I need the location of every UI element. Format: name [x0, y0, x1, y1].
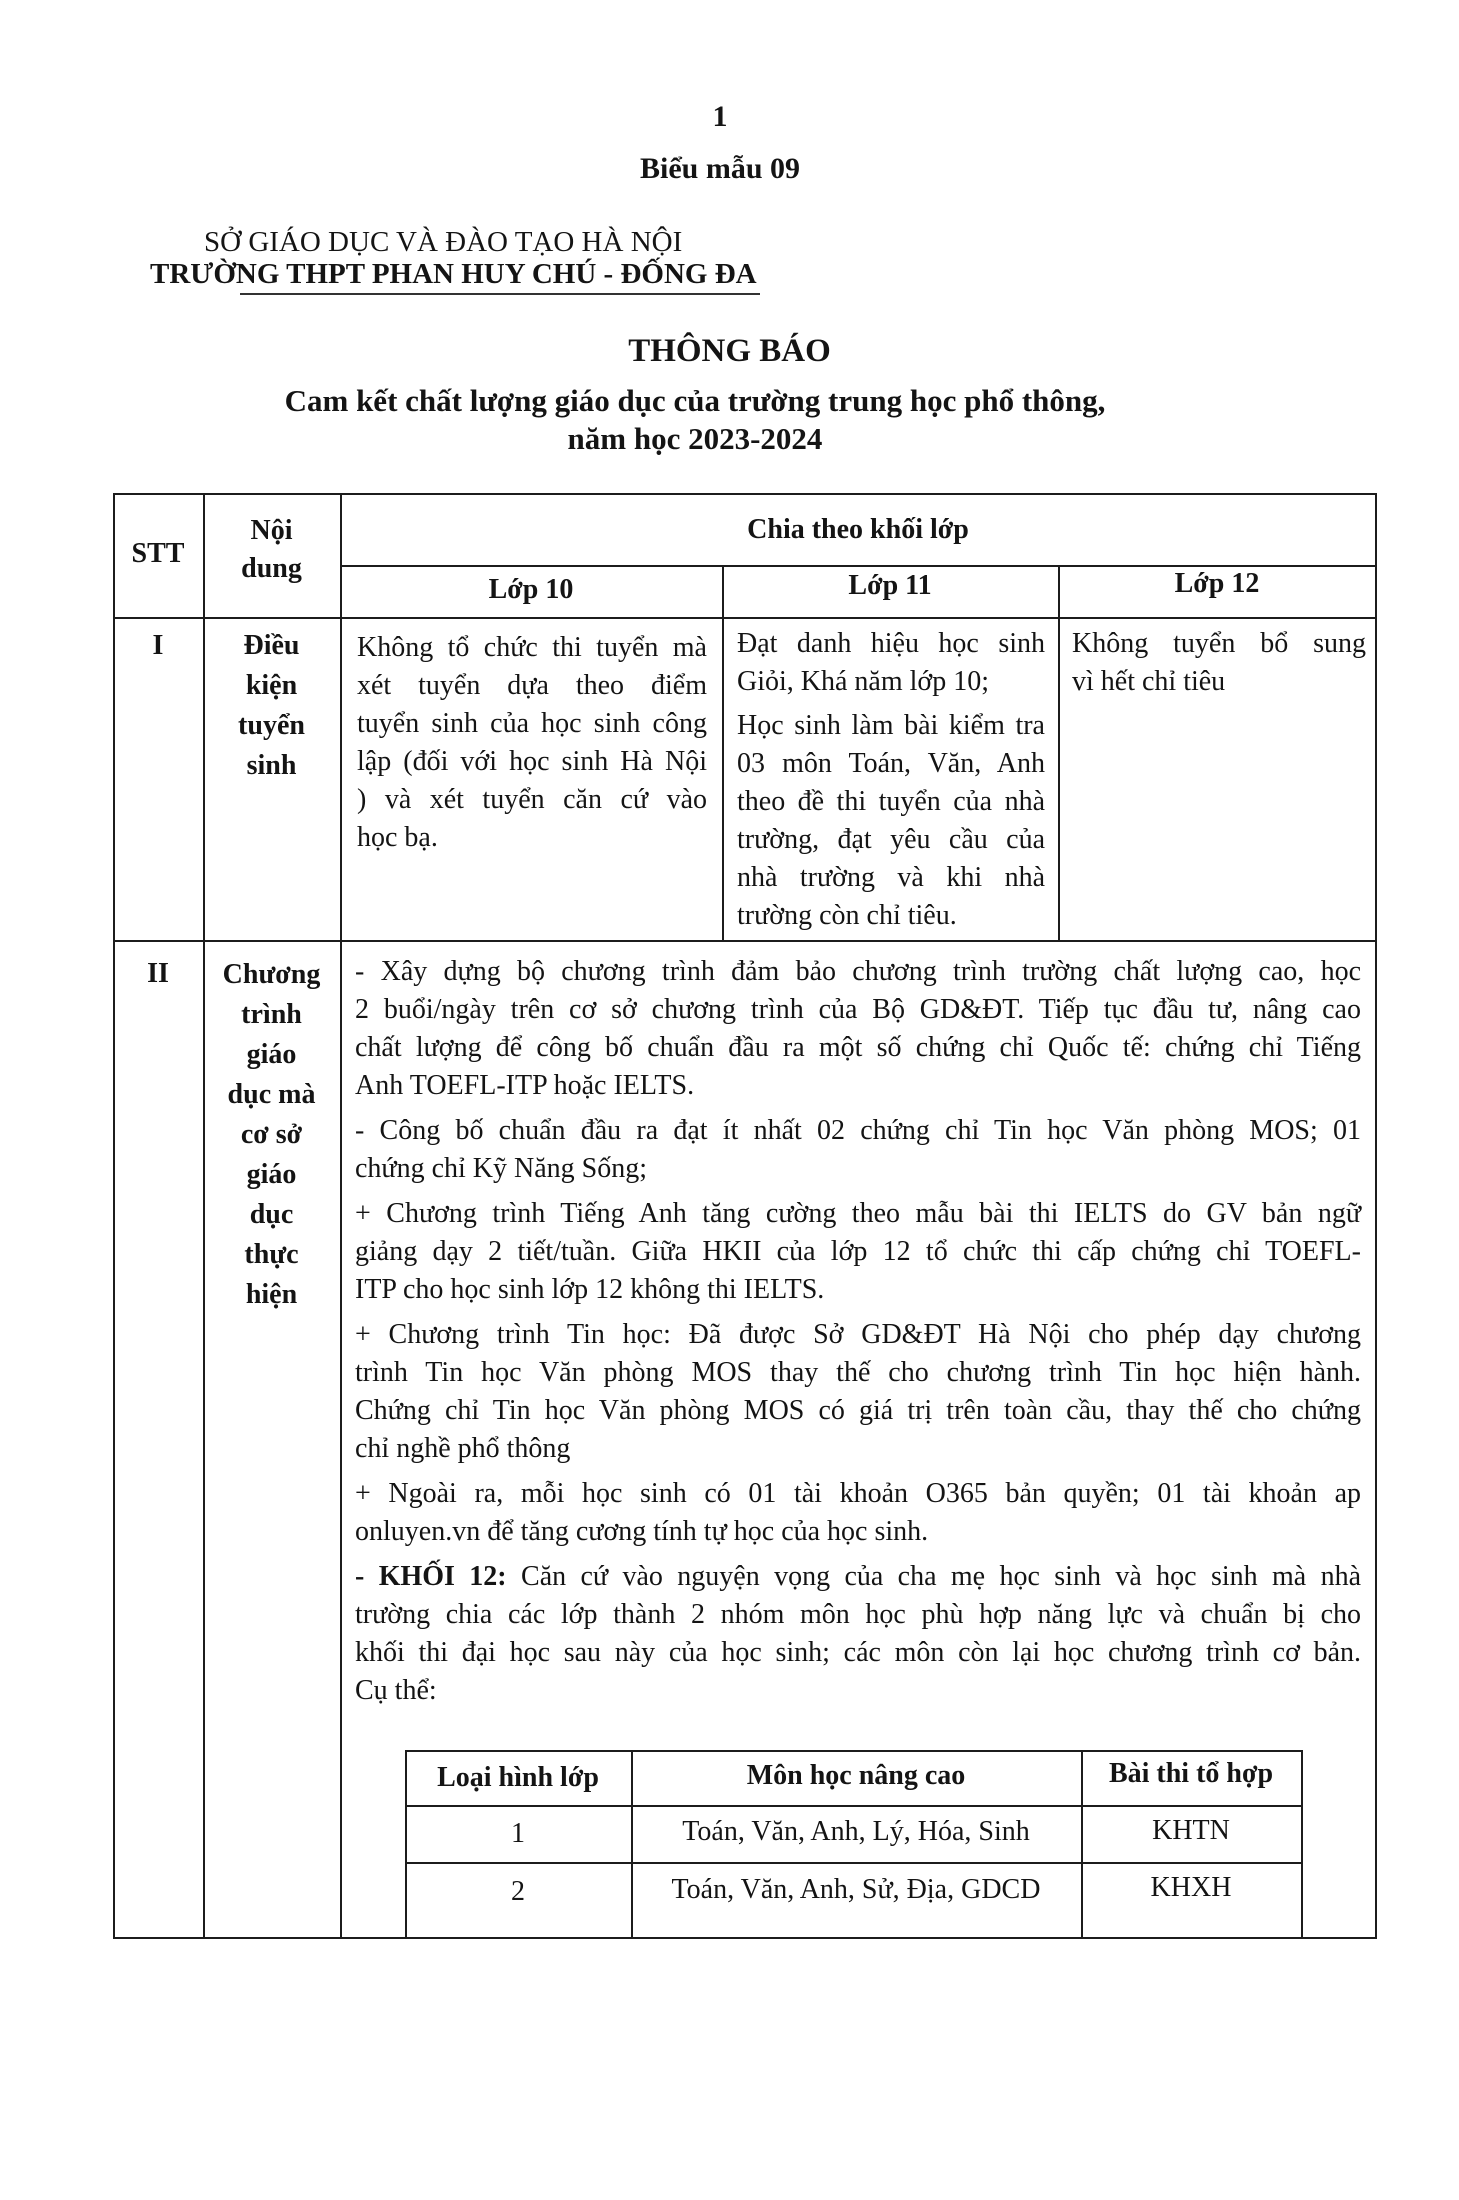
table-border-top: [113, 493, 1377, 495]
school-year: năm học 2023-2024: [567, 421, 823, 456]
text-line: xét tuyển dựa theo điểm: [357, 670, 707, 701]
header-bottom-border: [113, 617, 1377, 619]
subtable-row-divider: [405, 1862, 1303, 1864]
row-label-line: cơ sở: [240, 1119, 303, 1150]
row-number: I: [152, 630, 164, 661]
subtable-border-top: [405, 1750, 1303, 1752]
text-line: nhà trường và khi nhà: [737, 862, 1045, 893]
row-label-line: dục mà: [227, 1079, 316, 1110]
row-label-line: giáo: [246, 1039, 297, 1070]
text-line: ITP cho học sinh lớp 12 không thi IELTS.: [355, 1274, 825, 1305]
row-label: [203, 955, 340, 1315]
subtable-cell-class-type: 2: [511, 1876, 525, 1907]
subtable-header-combined-exam: Bài thi tổ hợp: [1108, 1758, 1274, 1789]
grade12-first-line: Căn cứ vào nguyện vọng của cha mẹ học sinh và học sinh mà nhà: [506, 1561, 1362, 1592]
row-label-line: giáo: [246, 1159, 297, 1190]
text-line: trường còn chỉ tiêu.: [737, 900, 957, 931]
text-line: trường, đạt yêu cầu của: [737, 824, 1045, 855]
text-line: + Ngoài ra, mỗi học sinh có 01 tài khoản O365 bản quyền; 01 tài khoản ap: [355, 1478, 1361, 1509]
table-border-left: [113, 493, 115, 1939]
table-border-right: [1375, 493, 1377, 1939]
row-label: [203, 626, 340, 786]
text-line: - Công bố chuẩn đầu ra đạt ít nhất 02 chứng chỉ Tin học Văn phòng MOS; 01: [355, 1115, 1361, 1146]
subtable-cell-exam: KHXH: [1150, 1872, 1232, 1903]
row-label-line: dục: [249, 1199, 294, 1230]
text-line: chứng chỉ Kỹ Năng Sống;: [355, 1153, 648, 1184]
header-grade-group: Chia theo khối lớp: [747, 514, 969, 545]
paragraph-quality-program: [355, 953, 1361, 1105]
text-line: tuyển sinh của học sinh công: [357, 708, 707, 739]
text-line: Học sinh làm bài kiểm tra: [737, 710, 1045, 741]
text-line: [355, 1558, 1361, 1596]
text-line: Cụ thể:: [355, 1675, 437, 1706]
subtable-border-right: [1301, 1750, 1303, 1938]
text-line: Không tổ chức thi tuyển mà: [357, 632, 707, 663]
row-number: II: [147, 958, 169, 989]
text-line: onluyen.vn để tăng cương tính tự học của học sinh.: [355, 1516, 929, 1547]
header-lop11: Lớp 11: [848, 570, 932, 601]
col-divider-lop10: [722, 565, 724, 941]
subtable-cell-subjects: Toán, Văn, Anh, Lý, Hóa, Sinh: [682, 1816, 1030, 1847]
paragraph-english-program: [355, 1195, 1361, 1309]
subtable-cell-exam: KHTN: [1152, 1815, 1230, 1846]
paragraph-grade12: [355, 1558, 1361, 1710]
subtable-cell-subjects: Toán, Văn, Anh, Sử, Địa, GDCD: [671, 1874, 1041, 1905]
row-label-line: hiện: [245, 1279, 298, 1310]
text-line: Không tuyển bổ sung: [1072, 628, 1366, 659]
text-line: Giỏi, Khá năm lớp 10;: [737, 666, 989, 697]
header-content: [203, 512, 340, 588]
text-line: chỉ nghề phổ thông: [355, 1433, 571, 1464]
text-line: + Chương trình Tiếng Anh tăng cường theo mẫu bài thi IELTS do GV bản ngữ: [355, 1198, 1361, 1229]
row-label-line: Chương: [222, 959, 321, 990]
text-line: trường chia các lớp thành 2 nhóm môn học phù hợp năng lực và chuẩn bị cho: [355, 1599, 1361, 1630]
lop10-admission-text: [357, 629, 707, 857]
document-subtitle: Cam kết chất lượng giáo dục của trường trung học phổ thông,: [284, 383, 1106, 418]
text-line: 03 môn Toán, Văn, Anh: [737, 748, 1045, 779]
text-line: Anh TOEFL-ITP hoặc IELTS.: [355, 1070, 695, 1101]
form-number: Biểu mẫu 09: [639, 152, 801, 185]
program-content: [355, 953, 1361, 1710]
subtable-header-divider: [405, 1805, 1303, 1807]
paragraph-it-program: [355, 1316, 1361, 1468]
subtable-cell-class-type: 1: [511, 1818, 525, 1849]
header-lop10: Lớp 10: [488, 574, 574, 605]
header-content-line: dung: [241, 553, 302, 584]
document-title: THÔNG BÁO: [628, 333, 831, 369]
text-line: học bạ.: [357, 822, 438, 853]
row-label-line: trình: [241, 999, 302, 1030]
text-line: theo đề thi tuyển của nhà: [737, 786, 1045, 817]
row-label-line: sinh: [246, 750, 297, 781]
paragraph-accounts: [355, 1475, 1361, 1551]
header-content-line: Nội: [250, 515, 293, 546]
text-line: giảng dạy 2 tiết/tuần. Giữa HKII của lớp 12 tổ chức thi cấp chứng chỉ TOEFL-: [355, 1236, 1361, 1267]
text-line: chất lượng để công bố chuẩn đầu ra một số chứng chỉ Quốc tế: chứng chỉ Tiếng: [355, 1032, 1361, 1063]
subtable-header-advanced-subjects: Môn học nâng cao: [746, 1760, 966, 1791]
text-line: khối thi đại học sau này của học sinh; các môn còn lại học chương trình cơ bản.: [355, 1637, 1361, 1668]
text-line: Chứng chỉ Tin học Văn phòng MOS có giá trị trên toàn cầu, thay thế cho chứng: [355, 1395, 1361, 1426]
school-name-underline: [240, 293, 760, 295]
text-line: 2 buổi/ngày trên cơ sở chương trình của Bộ GD&ĐT. Tiếp tục đầu tư, nâng cao: [355, 994, 1361, 1025]
school-name: TRƯỜNG THPT PHAN HUY CHÚ - ĐỐNG ĐA: [150, 258, 757, 290]
col-divider-content: [340, 493, 342, 1939]
col-divider-lop11: [1058, 565, 1060, 941]
text-line: trình Tin học Văn phòng MOS thay thế cho chương trình Tin học hiện hành.: [355, 1357, 1361, 1388]
row-divider: [113, 940, 1377, 942]
row-label-line: tuyển: [238, 710, 305, 741]
header-stt: STT: [131, 538, 185, 569]
text-line: - Xây dựng bộ chương trình đảm bảo chương trình trường chất lượng cao, học: [355, 956, 1361, 987]
table-border-bottom: [113, 1937, 1377, 1939]
paragraph-output-standards: [355, 1112, 1361, 1188]
text-line: ) và xét tuyển căn cứ vào: [357, 784, 707, 815]
lop12-admission-text: [1072, 625, 1366, 701]
text-line: Đạt danh hiệu học sinh: [737, 628, 1045, 659]
text-line: + Chương trình Tin học: Đã được Sở GD&ĐT Hà Nội cho phép dạy chương: [355, 1319, 1361, 1350]
text-line: vì hết chỉ tiêu: [1072, 666, 1226, 697]
department-name: SỞ GIÁO DỤC VÀ ĐÀO TẠO HÀ NỘI: [204, 226, 683, 258]
subtable-header-class-type: Loại hình lớp: [437, 1762, 599, 1793]
grade12-prefix: - KHỐI 12:: [355, 1561, 507, 1592]
lop11-admission-text: [737, 625, 1045, 935]
row-label-line: kiện: [245, 670, 298, 701]
header-lop12: Lớp 12: [1174, 568, 1260, 599]
text-line: lập (đối với học sinh Hà Nội: [357, 746, 707, 777]
row-label-line: Điều: [243, 630, 300, 661]
row-label-line: thực: [244, 1239, 299, 1270]
page-number: 1: [712, 100, 728, 133]
